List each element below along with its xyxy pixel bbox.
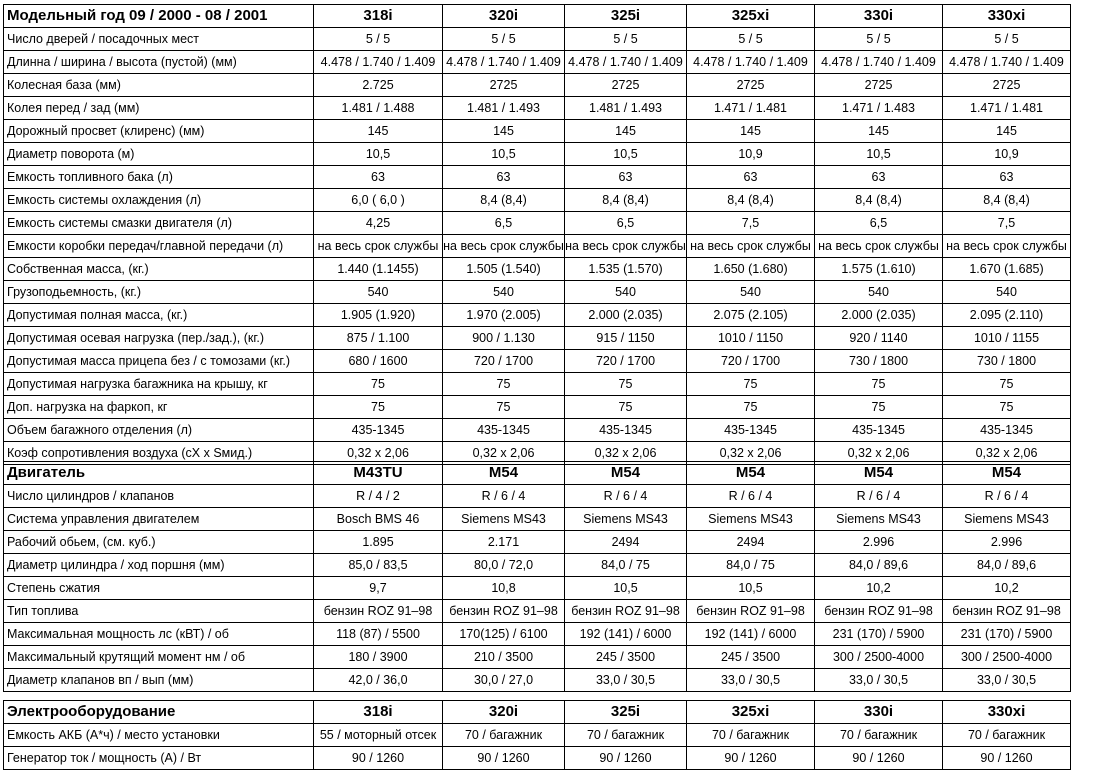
parameter-label: Допустимая полная масса, (кг.) bbox=[4, 304, 314, 327]
spec-value: R / 6 / 4 bbox=[565, 485, 687, 508]
spec-value: 231 (170) / 5900 bbox=[815, 623, 943, 646]
model-name: 325i bbox=[565, 701, 687, 724]
table-row bbox=[4, 235, 1071, 258]
spec-value: 900 / 1.130 bbox=[443, 327, 565, 350]
spec-value: 730 / 1800 bbox=[815, 350, 943, 373]
parameter-label: Доп. нагрузка на фаркоп, кг bbox=[4, 396, 314, 419]
model-name: 325xi bbox=[687, 701, 815, 724]
spec-value: 730 / 1800 bbox=[943, 350, 1071, 373]
spec-value: 5 / 5 bbox=[687, 28, 815, 51]
spec-value: 2494 bbox=[687, 531, 815, 554]
spec-value: Bosch BMS 46 bbox=[314, 508, 443, 531]
header-row bbox=[4, 462, 1071, 485]
spec-value: 55 / моторный отсек bbox=[314, 724, 443, 747]
parameter-label: Число дверей / посадочных мест bbox=[4, 28, 314, 51]
spec-value: 90 / 1260 bbox=[687, 747, 815, 770]
section-title: Модельный год 09 / 2000 - 08 / 2001 bbox=[4, 5, 314, 28]
spec-value: 435-1345 bbox=[815, 419, 943, 442]
header-row bbox=[4, 5, 1071, 28]
model-name: M54 bbox=[815, 462, 943, 485]
spec-value: 10,2 bbox=[943, 577, 1071, 600]
spec-value: 1.481 / 1.493 bbox=[565, 97, 687, 120]
spec-value: 1.650 (1.680) bbox=[687, 258, 815, 281]
spec-value: 1.481 / 1.493 bbox=[443, 97, 565, 120]
table-row bbox=[4, 120, 1071, 143]
spec-value: бензин ROZ 91–98 bbox=[443, 600, 565, 623]
spec-value: R / 6 / 4 bbox=[943, 485, 1071, 508]
spec-value: 75 bbox=[687, 373, 815, 396]
spec-value: 5 / 5 bbox=[565, 28, 687, 51]
spec-value: 920 / 1140 bbox=[815, 327, 943, 350]
spec-value: бензин ROZ 91–98 bbox=[314, 600, 443, 623]
general-specs-table bbox=[3, 4, 1071, 465]
spec-value: 540 bbox=[314, 281, 443, 304]
spec-value: 10,5 bbox=[314, 143, 443, 166]
spec-value: бензин ROZ 91–98 bbox=[943, 600, 1071, 623]
spec-value: 10,8 bbox=[443, 577, 565, 600]
parameter-label: Число цилиндров / клапанов bbox=[4, 485, 314, 508]
spec-value: 84,0 / 75 bbox=[565, 554, 687, 577]
spec-value: 4.478 / 1.740 / 1.409 bbox=[443, 51, 565, 74]
model-name: 330i bbox=[815, 5, 943, 28]
spec-value: 1.505 (1.540) bbox=[443, 258, 565, 281]
spec-value: 2.095 (2.110) bbox=[943, 304, 1071, 327]
spec-value: 245 / 3500 bbox=[687, 646, 815, 669]
table-row bbox=[4, 669, 1071, 692]
spec-value: бензин ROZ 91–98 bbox=[815, 600, 943, 623]
table-row bbox=[4, 577, 1071, 600]
spec-value: 720 / 1700 bbox=[443, 350, 565, 373]
spec-value: 63 bbox=[815, 166, 943, 189]
spec-value: 10,5 bbox=[565, 577, 687, 600]
spec-value: 33,0 / 30,5 bbox=[687, 669, 815, 692]
spec-value: Siemens MS43 bbox=[565, 508, 687, 531]
spec-value: Siemens MS43 bbox=[443, 508, 565, 531]
spec-value: 84,0 / 89,6 bbox=[943, 554, 1071, 577]
parameter-label: Колея перед / зад (мм) bbox=[4, 97, 314, 120]
spec-value: 1.471 / 1.483 bbox=[815, 97, 943, 120]
spec-value: на весь срок службы bbox=[565, 235, 687, 258]
spec-value: 540 bbox=[943, 281, 1071, 304]
spec-value: Siemens MS43 bbox=[943, 508, 1071, 531]
spec-value: 7,5 bbox=[943, 212, 1071, 235]
spec-value: 540 bbox=[565, 281, 687, 304]
spec-value: 0,32 x 2,06 bbox=[314, 442, 443, 465]
spec-value: 2.000 (2.035) bbox=[565, 304, 687, 327]
table-row bbox=[4, 189, 1071, 212]
model-name: 325xi bbox=[687, 5, 815, 28]
spec-value: 4.478 / 1.740 / 1.409 bbox=[565, 51, 687, 74]
section-title: Двигатель bbox=[4, 462, 314, 485]
spec-value: 118 (87) / 5500 bbox=[314, 623, 443, 646]
spec-value: 10,9 bbox=[943, 143, 1071, 166]
spec-value: 2.996 bbox=[943, 531, 1071, 554]
parameter-label: Допустимая нагрузка багажника на крышу, кг bbox=[4, 373, 314, 396]
spec-value: 10,9 bbox=[687, 143, 815, 166]
parameter-label: Диаметр клапанов вп / вып (мм) bbox=[4, 669, 314, 692]
spec-value: 8,4 (8,4) bbox=[943, 189, 1071, 212]
spec-value: 300 / 2500-4000 bbox=[943, 646, 1071, 669]
spec-value: 192 (141) / 6000 bbox=[565, 623, 687, 646]
table-row bbox=[4, 304, 1071, 327]
parameter-label: Диаметр цилиндра / ход поршня (мм) bbox=[4, 554, 314, 577]
spec-value: 435-1345 bbox=[943, 419, 1071, 442]
spec-value: 435-1345 bbox=[443, 419, 565, 442]
parameter-label: Степень сжатия bbox=[4, 577, 314, 600]
spec-value: 1.535 (1.570) bbox=[565, 258, 687, 281]
spec-value: на весь срок службы bbox=[443, 235, 565, 258]
parameter-label: Допустимая осевая нагрузка (пер./зад.), (кг.) bbox=[4, 327, 314, 350]
spec-value: 915 / 1150 bbox=[565, 327, 687, 350]
spec-value: 63 bbox=[943, 166, 1071, 189]
spec-value: 10,2 bbox=[815, 577, 943, 600]
spec-value: 75 bbox=[943, 396, 1071, 419]
model-name: 330xi bbox=[943, 5, 1071, 28]
parameter-label: Собственная масса, (кг.) bbox=[4, 258, 314, 281]
model-name: M54 bbox=[943, 462, 1071, 485]
spec-value: 2.171 bbox=[443, 531, 565, 554]
spec-value: 8,4 (8,4) bbox=[687, 189, 815, 212]
spec-value: 70 / багажник bbox=[687, 724, 815, 747]
spec-value: 0,32 x 2,06 bbox=[687, 442, 815, 465]
spec-value: 720 / 1700 bbox=[687, 350, 815, 373]
spec-value: 70 / багажник bbox=[565, 724, 687, 747]
spec-value: 63 bbox=[314, 166, 443, 189]
spec-value: 435-1345 bbox=[565, 419, 687, 442]
spec-value: 1.905 (1.920) bbox=[314, 304, 443, 327]
spec-value: 192 (141) / 6000 bbox=[687, 623, 815, 646]
parameter-label: Рабочий обьем, (см. куб.) bbox=[4, 531, 314, 554]
spec-value: бензин ROZ 91–98 bbox=[687, 600, 815, 623]
spec-value: 30,0 / 27,0 bbox=[443, 669, 565, 692]
spec-value: 75 bbox=[815, 396, 943, 419]
spec-value: 435-1345 bbox=[314, 419, 443, 442]
model-name: M43TU bbox=[314, 462, 443, 485]
spec-value: на весь срок службы bbox=[815, 235, 943, 258]
spec-value: 90 / 1260 bbox=[314, 747, 443, 770]
model-name: M54 bbox=[687, 462, 815, 485]
parameter-label: Емкость топливного бака (л) bbox=[4, 166, 314, 189]
spec-value: 1.895 bbox=[314, 531, 443, 554]
parameter-label: Дорожный просвет (клиренс) (мм) bbox=[4, 120, 314, 143]
table-row bbox=[4, 51, 1071, 74]
spec-value: 75 bbox=[443, 396, 565, 419]
table-row bbox=[4, 350, 1071, 373]
parameter-label: Максимальный крутящий момент нм / об bbox=[4, 646, 314, 669]
spec-value: 75 bbox=[943, 373, 1071, 396]
spec-value: 2725 bbox=[943, 74, 1071, 97]
spec-value: 8,4 (8,4) bbox=[565, 189, 687, 212]
spec-value: 2725 bbox=[565, 74, 687, 97]
parameter-label: Длинна / ширина / высота (пустой) (мм) bbox=[4, 51, 314, 74]
parameter-label: Максимальная мощность лс (кВТ) / об bbox=[4, 623, 314, 646]
spec-value: 1.575 (1.610) bbox=[815, 258, 943, 281]
spec-value: 680 / 1600 bbox=[314, 350, 443, 373]
spec-value: 0,32 x 2,06 bbox=[443, 442, 565, 465]
spec-value: 85,0 / 83,5 bbox=[314, 554, 443, 577]
spec-value: 1.970 (2.005) bbox=[443, 304, 565, 327]
spec-value: бензин ROZ 91–98 bbox=[565, 600, 687, 623]
electrical-specs-table bbox=[3, 700, 1071, 770]
model-name: 325i bbox=[565, 5, 687, 28]
spec-value: 75 bbox=[687, 396, 815, 419]
spec-value: 0,32 x 2,06 bbox=[815, 442, 943, 465]
spec-value: 145 bbox=[443, 120, 565, 143]
spec-value: 10,5 bbox=[687, 577, 815, 600]
spec-value: R / 6 / 4 bbox=[687, 485, 815, 508]
spec-value: 2725 bbox=[443, 74, 565, 97]
parameter-label: Система управления двигателем bbox=[4, 508, 314, 531]
spec-value: 435-1345 bbox=[687, 419, 815, 442]
spec-value: 75 bbox=[565, 373, 687, 396]
spec-value: 8,4 (8,4) bbox=[443, 189, 565, 212]
spec-value: 9,7 bbox=[314, 577, 443, 600]
spec-value: 90 / 1260 bbox=[943, 747, 1071, 770]
model-name: 320i bbox=[443, 5, 565, 28]
table-row bbox=[4, 166, 1071, 189]
engine-specs-table bbox=[3, 461, 1071, 692]
spec-value: 2725 bbox=[815, 74, 943, 97]
table-row bbox=[4, 281, 1071, 304]
spec-value: 4.478 / 1.740 / 1.409 bbox=[943, 51, 1071, 74]
spec-value: 4,25 bbox=[314, 212, 443, 235]
spec-value: 231 (170) / 5900 bbox=[943, 623, 1071, 646]
table-row bbox=[4, 396, 1071, 419]
table-row bbox=[4, 212, 1071, 235]
parameter-label: Колесная база (мм) bbox=[4, 74, 314, 97]
spec-value: 75 bbox=[314, 373, 443, 396]
spec-value: 1.670 (1.685) bbox=[943, 258, 1071, 281]
model-name: M54 bbox=[443, 462, 565, 485]
spec-value: 1.471 / 1.481 bbox=[943, 97, 1071, 120]
spec-value: 0,32 x 2,06 bbox=[565, 442, 687, 465]
spec-value: 70 / багажник bbox=[815, 724, 943, 747]
table-row bbox=[4, 373, 1071, 396]
spec-value: 2.000 (2.035) bbox=[815, 304, 943, 327]
spec-value: 1.481 / 1.488 bbox=[314, 97, 443, 120]
spec-value: 42,0 / 36,0 bbox=[314, 669, 443, 692]
table-row bbox=[4, 485, 1071, 508]
parameter-label: Коэф сопротивления воздуха (cX x Sмид.) bbox=[4, 442, 314, 465]
spec-value: 8,4 (8,4) bbox=[815, 189, 943, 212]
model-name: M54 bbox=[565, 462, 687, 485]
spec-value: 5 / 5 bbox=[943, 28, 1071, 51]
spec-value: 90 / 1260 bbox=[815, 747, 943, 770]
table-row bbox=[4, 143, 1071, 166]
spec-value: 540 bbox=[815, 281, 943, 304]
table-row bbox=[4, 258, 1071, 281]
table-row bbox=[4, 419, 1071, 442]
parameter-label: Допустимая масса прицепа без / с томозами (кг.) bbox=[4, 350, 314, 373]
spec-value: 145 bbox=[314, 120, 443, 143]
table-row bbox=[4, 724, 1071, 747]
table-row bbox=[4, 74, 1071, 97]
spec-value: 5 / 5 bbox=[815, 28, 943, 51]
spec-value: 63 bbox=[565, 166, 687, 189]
spec-value: 6,5 bbox=[815, 212, 943, 235]
table-row bbox=[4, 508, 1071, 531]
spec-value: 63 bbox=[443, 166, 565, 189]
table-row bbox=[4, 646, 1071, 669]
spec-value: 75 bbox=[565, 396, 687, 419]
spec-value: 2725 bbox=[687, 74, 815, 97]
spec-value: 6,0 ( 6,0 ) bbox=[314, 189, 443, 212]
spec-value: 80,0 / 72,0 bbox=[443, 554, 565, 577]
table-row bbox=[4, 554, 1071, 577]
model-name: 330i bbox=[815, 701, 943, 724]
spec-value: 90 / 1260 bbox=[443, 747, 565, 770]
spec-value: 75 bbox=[443, 373, 565, 396]
spec-value: R / 4 / 2 bbox=[314, 485, 443, 508]
spec-value: 0,32 x 2,06 bbox=[943, 442, 1071, 465]
spec-value: на весь срок службы bbox=[314, 235, 443, 258]
model-name: 320i bbox=[443, 701, 565, 724]
spec-value: 245 / 3500 bbox=[565, 646, 687, 669]
model-name: 318i bbox=[314, 5, 443, 28]
parameter-label: Грузоподьемность, (кг.) bbox=[4, 281, 314, 304]
spec-value: на весь срок службы bbox=[943, 235, 1071, 258]
spec-value: 145 bbox=[815, 120, 943, 143]
spec-value: Siemens MS43 bbox=[815, 508, 943, 531]
spec-value: R / 6 / 4 bbox=[815, 485, 943, 508]
spec-value: 145 bbox=[943, 120, 1071, 143]
spec-value: 210 / 3500 bbox=[443, 646, 565, 669]
table-row bbox=[4, 747, 1071, 770]
table-row bbox=[4, 623, 1071, 646]
spec-value: 4.478 / 1.740 / 1.409 bbox=[687, 51, 815, 74]
spec-value: 875 / 1.100 bbox=[314, 327, 443, 350]
parameter-label: Объем багажного отделения (л) bbox=[4, 419, 314, 442]
spec-value: 180 / 3900 bbox=[314, 646, 443, 669]
spec-value: 1010 / 1155 bbox=[943, 327, 1071, 350]
table-row bbox=[4, 531, 1071, 554]
spec-value: 2.075 (2.105) bbox=[687, 304, 815, 327]
parameter-label: Диаметр поворота (м) bbox=[4, 143, 314, 166]
spec-value: 33,0 / 30,5 bbox=[943, 669, 1071, 692]
parameter-label: Тип топлива bbox=[4, 600, 314, 623]
spec-value: 1.440 (1.1455) bbox=[314, 258, 443, 281]
spec-value: 145 bbox=[565, 120, 687, 143]
model-name: 330xi bbox=[943, 701, 1071, 724]
parameter-label: Генератор ток / мощность (А) / Вт bbox=[4, 747, 314, 770]
spec-value: 5 / 5 bbox=[443, 28, 565, 51]
spec-value: 63 bbox=[687, 166, 815, 189]
spec-value: 2494 bbox=[565, 531, 687, 554]
spec-value: 6,5 bbox=[565, 212, 687, 235]
table-row bbox=[4, 327, 1071, 350]
spec-value: 70 / багажник bbox=[943, 724, 1071, 747]
spec-value: 170(125) / 6100 bbox=[443, 623, 565, 646]
spec-value: 90 / 1260 bbox=[565, 747, 687, 770]
model-name: 318i bbox=[314, 701, 443, 724]
spec-value: 5 / 5 bbox=[314, 28, 443, 51]
spec-value: 1010 / 1150 bbox=[687, 327, 815, 350]
spec-value: 10,5 bbox=[815, 143, 943, 166]
table-row bbox=[4, 600, 1071, 623]
table-row bbox=[4, 97, 1071, 120]
spec-value: 4.478 / 1.740 / 1.409 bbox=[815, 51, 943, 74]
spec-value: 7,5 bbox=[687, 212, 815, 235]
spec-value: на весь срок службы bbox=[687, 235, 815, 258]
parameter-label: Емкости коробки передач/главной передачи (л) bbox=[4, 235, 314, 258]
parameter-label: Емкость АКБ (А*ч) / место установки bbox=[4, 724, 314, 747]
spec-value: 1.471 / 1.481 bbox=[687, 97, 815, 120]
spec-value: 720 / 1700 bbox=[565, 350, 687, 373]
spec-value: 4.478 / 1.740 / 1.409 bbox=[314, 51, 443, 74]
spec-value: 33,0 / 30,5 bbox=[815, 669, 943, 692]
spec-value: R / 6 / 4 bbox=[443, 485, 565, 508]
table-row bbox=[4, 28, 1071, 51]
section-title: Электрооборудование bbox=[4, 701, 314, 724]
header-row bbox=[4, 701, 1071, 724]
spec-value: 10,5 bbox=[565, 143, 687, 166]
spec-value: 300 / 2500-4000 bbox=[815, 646, 943, 669]
parameter-label: Емкость системы смазки двигателя (л) bbox=[4, 212, 314, 235]
spec-value: 33,0 / 30,5 bbox=[565, 669, 687, 692]
spec-value: 84,0 / 75 bbox=[687, 554, 815, 577]
spec-value: 2.996 bbox=[815, 531, 943, 554]
spec-value: 75 bbox=[314, 396, 443, 419]
spec-value: 540 bbox=[687, 281, 815, 304]
spec-value: 540 bbox=[443, 281, 565, 304]
spec-value: Siemens MS43 bbox=[687, 508, 815, 531]
spec-value: 10,5 bbox=[443, 143, 565, 166]
spec-value: 145 bbox=[687, 120, 815, 143]
spec-value: 75 bbox=[815, 373, 943, 396]
spec-value: 2.725 bbox=[314, 74, 443, 97]
spec-value: 6,5 bbox=[443, 212, 565, 235]
spec-value: 70 / багажник bbox=[443, 724, 565, 747]
parameter-label: Емкость системы охлаждения (л) bbox=[4, 189, 314, 212]
spec-value: 84,0 / 89,6 bbox=[815, 554, 943, 577]
